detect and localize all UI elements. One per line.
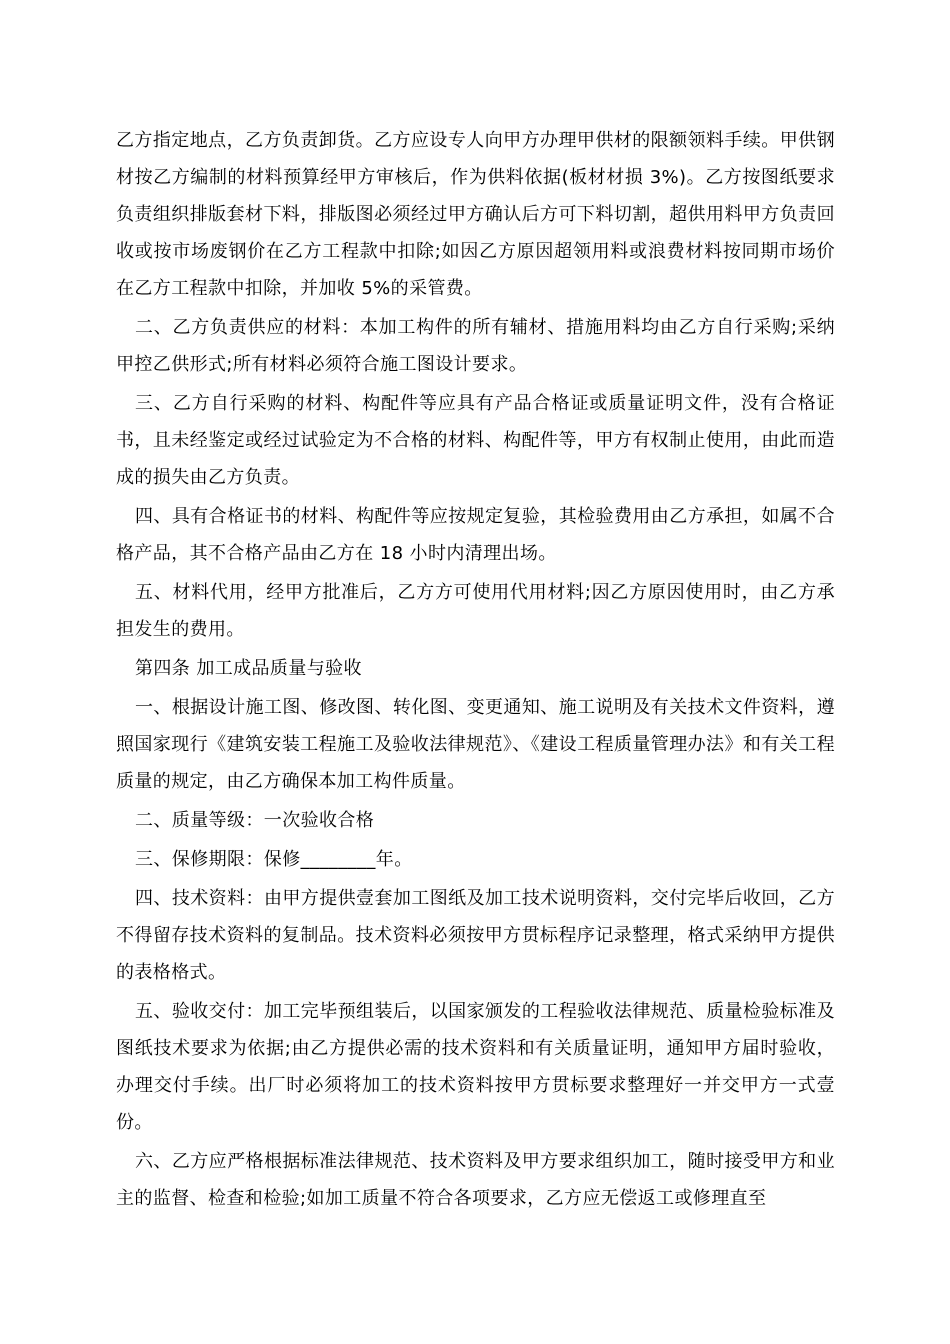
paragraph-processing: 六、乙方应严格根据标准法律规范、技术资料及甲方要求组织加工，随时接受甲方和业主的监督、检查和检验;如加工质量不符合各项要求，乙方应无偿返工或修理直至 (116, 1151, 835, 1209)
paragraph-technical-docs: 四、技术资料：由甲方提供壹套加工图纸及加工技术说明资料，交付完毕后收回，乙方不得留存技术资料的复制品。技术资料必须按甲方贯标程序记录整理，格式采纳甲方提供的表格格式。 (116, 888, 835, 983)
paragraph-quality-basis: 一、根据设计施工图、修改图、转化图、变更通知、施工说明及有关技术文件资料，遵照国家现行《建筑安装工程施工及验收法律规范》、《建设工程质量管理办法》和有关工程质量的规定，由乙方确保本加工构件质量。 (116, 697, 835, 792)
paragraph-substitution: 五、材料代用，经甲方批准后，乙方方可使用代用材料;因乙方原因使用时，由乙方承担发生的费用。 (116, 582, 835, 640)
paragraph-quality-grade: 二、质量等级：一次验收合格 (135, 810, 375, 831)
paragraph-acceptance: 五、验收交付：加工完毕预组装后，以国家颁发的工程验收法律规范、质量检验标准及图纸技术要求为依据;由乙方提供必需的技术资料和有关质量证明，通知甲方届时验收，办理交付手续。出厂时必须将加工的技术资料按甲方贯标要求整理好一并交甲方一式壹份。 (116, 1001, 835, 1133)
paragraph-supplied-materials: 二、乙方负责供应的材料：本加工构件的所有辅材、措施用料均由乙方自行采购;采纳甲控乙供形式;所有材料必须符合施工图设计要求。 (116, 317, 835, 375)
paragraph-purchased-materials: 三、乙方自行采购的材料、构配件等应具有产品合格证或质量证明文件，没有合格证书，且未经鉴定或经过试验定为不合格的材料、构配件等，甲方有权制止使用，由此而造成的损失由乙方负责。 (116, 393, 835, 488)
paragraph-warranty: 三、保修期限：保修________年。 (135, 849, 413, 870)
paragraph-reinspection: 四、具有合格证书的材料、构配件等应按规定复验，其检验费用由乙方承担，如属不合格产品，其不合格产品由乙方在 18 小时内清理出场。 (116, 506, 835, 564)
article-heading: 第四条 加工成品质量与验收 (135, 658, 362, 679)
paragraph-continuation: 乙方指定地点，乙方负责卸货。乙方应设专人向甲方办理甲供材的限额领料手续。甲供钢材按乙方编制的材料预算经甲方审核后，作为供料依据(板材材损 3%)。乙方按图纸要求负责组织排版套材下料，排版图必须经过甲方确认后方可下料切割，超供用料甲方负责回收或按市场废钢价在乙方工程款中扣除;如因乙方原因超领用料或浪费材料按同期市场价在乙方工程款中扣除，并加收 5%的采管费。 (116, 130, 835, 299)
